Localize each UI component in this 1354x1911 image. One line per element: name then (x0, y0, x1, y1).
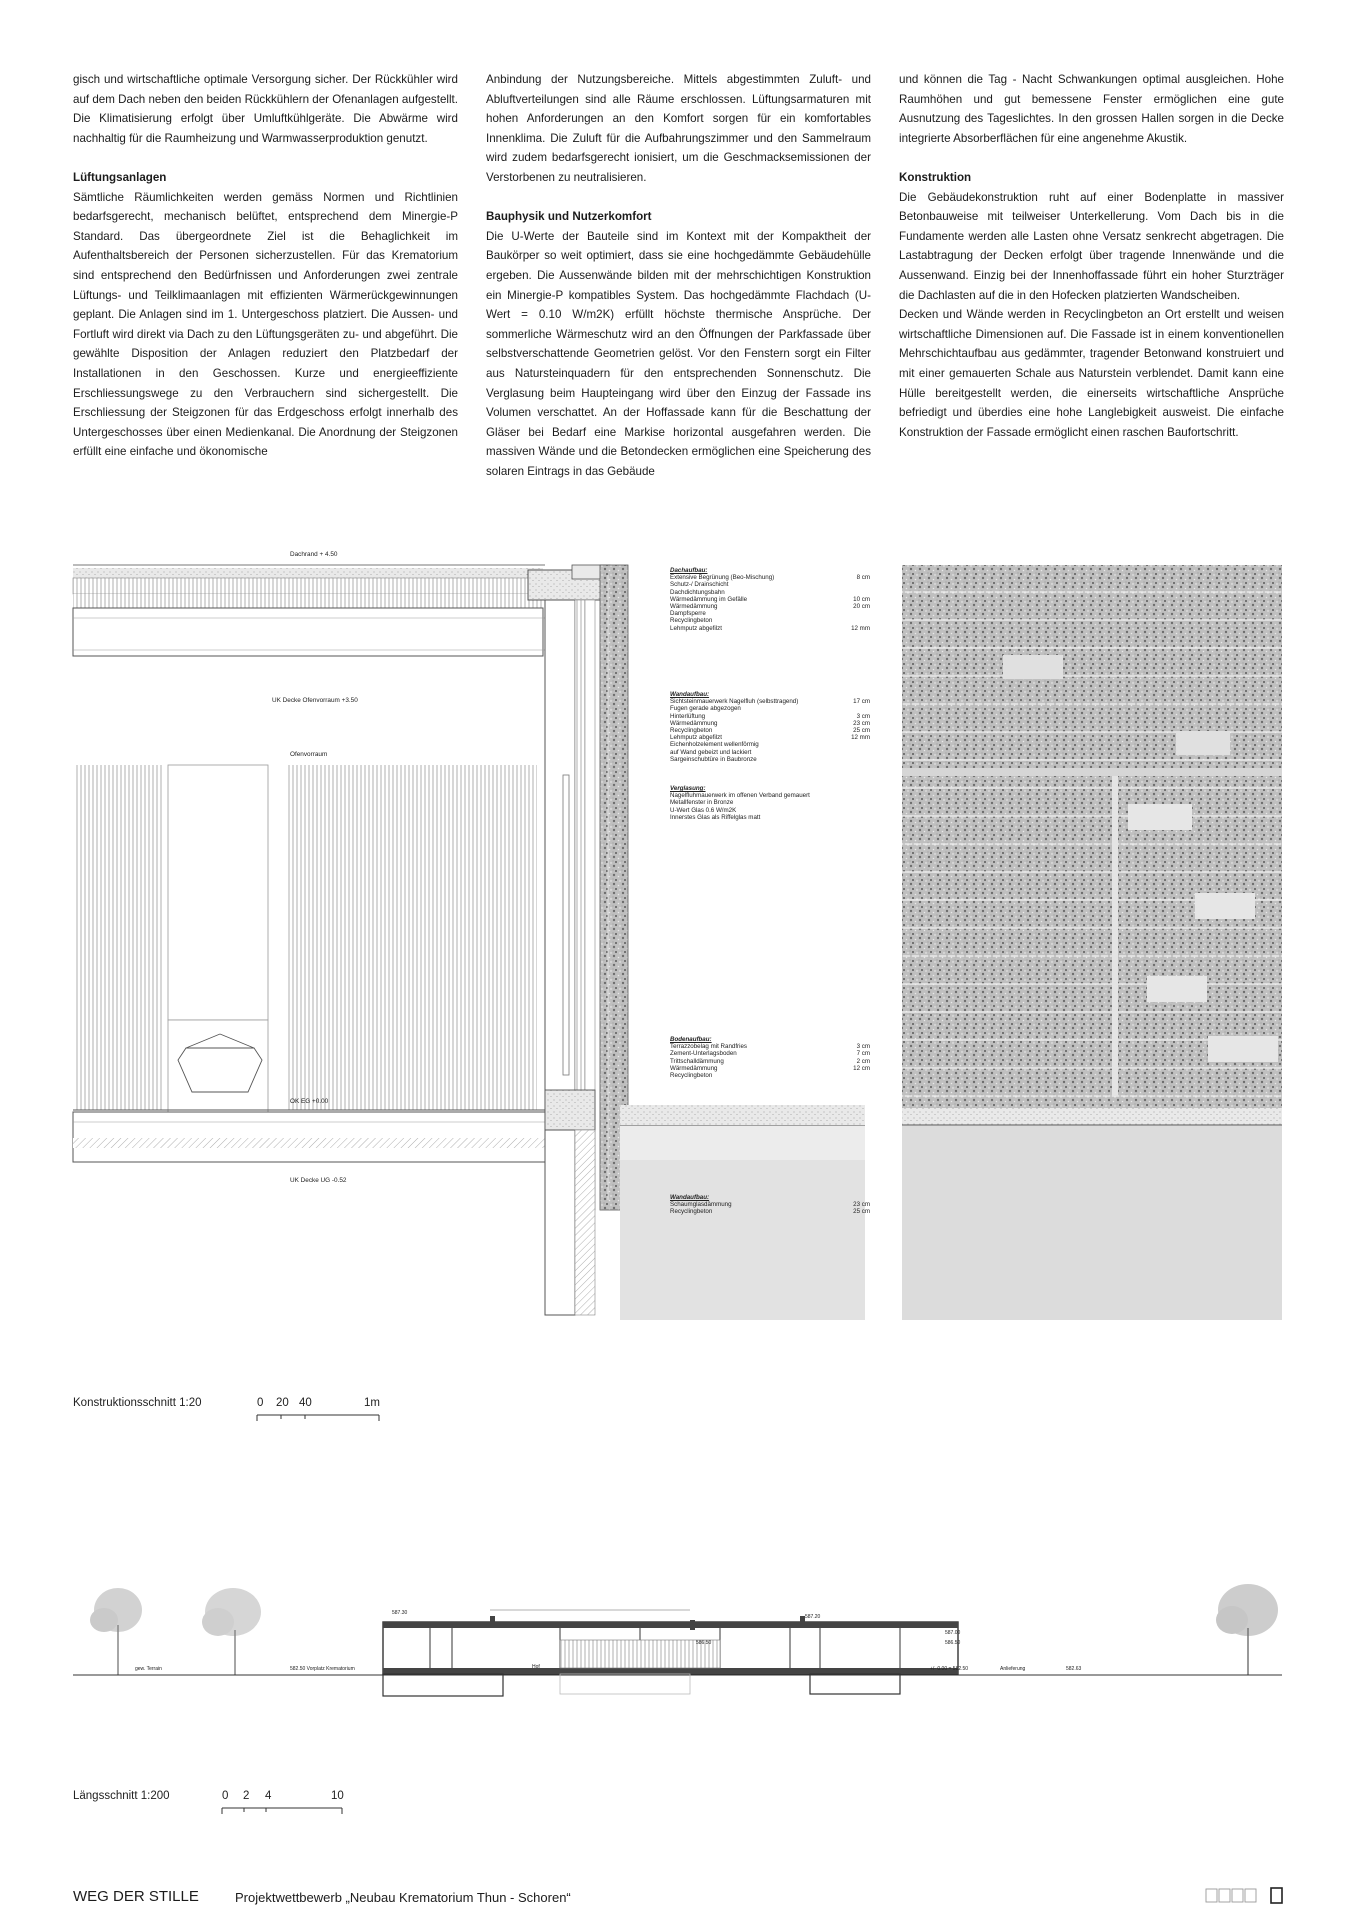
slab-edge-block (545, 1090, 595, 1130)
tree-icon (202, 1588, 261, 1675)
basement-wall (545, 1130, 575, 1315)
level-label: 582.63 (1066, 1666, 1082, 1672)
tree-icon (90, 1588, 142, 1675)
scale-tick: 40 (299, 1397, 312, 1409)
scale-tick: 10 (331, 1790, 344, 1802)
wave-wood-wall-left (75, 765, 162, 1110)
heading: Lüftungsanlagen (73, 170, 167, 184)
spec-glazing: Verglasung: Nagelfluhmauerwerk im offenen Verband gemauert Metallfenster in Bronze U-Wert Glas 0.6 W/m2K Innerstes Glas als Riffelglas matt (670, 785, 870, 821)
paragraph: Die Gebäudekonstruktion ruht auf einer Bodenplatte in massiver Betonbauweise mit teilweiser Unterkellerung. Vom Dach bis in die Fundamente werden alle Lasten ohne Versatz senkrecht abgetragen. Die Lastabtragung der Decken erfolgt über tragende Innenwände und die Aussenwand. Einzig bei der Innenhoffassade führt ein hoher Sturzträger die Dachlasten auf die in den Hofecken platzierten Wandscheiben. (899, 190, 1284, 302)
scale-bar (255, 1413, 385, 1423)
spec-basement-wall: Wandaufbau: Schaumglasdämmung 23 cm Recyclingbeton 25 cm (670, 1194, 870, 1216)
tree-icon (1216, 1584, 1278, 1675)
spec-title: Dachaufbau: (670, 567, 708, 574)
height-label: 587.30 (392, 1610, 408, 1616)
spec-wall: Wandaufbau: Sichtsteinmauerwerk Nagelfluh (selbsttragend) 17 cm Fugen gerade abgezogen Hinterlüftung 3 cm Wärmedämmung 23 cm Recyclingbeton 25 cm Lehmputz abgefilzt 12 mm Eichenholzelement wellenförmig auf Wand gebeizt und lackiert Sargeinschubtüre in Baubronze (670, 691, 870, 763)
scale-caption: Längsschnitt 1:200 (73, 1790, 170, 1802)
level-label: Dachrand + 4.50 (290, 551, 338, 558)
scale-tick: 2 (243, 1790, 250, 1802)
paragraph: Decken und Wände werden in Recyclingbeton an Ort erstellt und weisen wirtschaftliche Dimensionen auf. Die Fassade ist in einem konventionellen Mehrschichtaufbau aus gedämmter, tragender Betonwand konstruiert und mit einer gemauerten Schale aus Naturstein verblendet. Damit kann eine Hülle bereitgestellt werden, die einerseits wirtschaftliche Ansprüche befriedigt und überdies eine hohe Langlebigkeit ausweist. Die einfache Konstruktion der Fassade ermöglicht einen raschen Baufortschritt. (899, 308, 1284, 439)
roof-greening (73, 568, 543, 578)
light-stone (1128, 804, 1192, 830)
spec-title: Verglasung: (670, 785, 706, 792)
heading: Konstruktion (899, 170, 972, 184)
level-label: +/- 0.00 = 582.50 (930, 1666, 969, 1672)
paragraph: Die U-Werte der Bauteile sind im Kontext mit der Kompaktheit der Baukörper so weit optimiert, dass sie eine hochgedämmte Gebäudehülle ergeben. Die Aussenwände bilden mit der mehrschichtigen Konstruktion ein Minergie-P kompatibles System. Das hochgedämmte Flachdach (U-Wert = 0.10 W/m2K) erfüllt höchste thermische Ansprüche. Der sommerliche Wärmeschutz wird an den Öffnungen der Parkfassade über selbstverschattende Geometrien gelöst. Vor den Fenstern sorgt ein Filter aus Natursteinquadern für den entsprechenden Sonnenschutz. Die Verglasung beim Haupteingang wird über den Einzug der Fassade ins Volumen verschattet. An der Hoffassade kann für die Beschattung der Gläser bei Bedarf eine Markise horizontal ausgefahren werden. Die massiven Wände und die Betondecken ermöglichen eine Speicherung des solaren Eintrags in das Gebäude (486, 229, 871, 478)
scale-tick: 0 (257, 1397, 264, 1409)
height-label: 586.50 (945, 1640, 961, 1646)
scale-tick: 4 (265, 1790, 272, 1802)
scale-caption: Konstruktionsschnitt 1:20 (73, 1397, 202, 1409)
facade-joint (902, 768, 1282, 776)
terrain-label: gew. Terrain (135, 1666, 162, 1672)
scale-bar (220, 1806, 350, 1816)
room-label: Anlieferung (1000, 1666, 1026, 1672)
basement (383, 1674, 503, 1696)
spec-title: Bodenaufbau: (670, 1036, 712, 1043)
scale-tick: 1m (364, 1397, 380, 1409)
light-stone (1176, 731, 1230, 755)
paragraph: Sämtliche Räumlichkeiten werden gemäss Normen und Richtlinien bedarfsgerecht, mechanisch belüftet, entsprechend dem Minergie-P Standard. Das übergeordnete Ziel ist die Behaglichkeit im Aufenthaltsbereich der Personen sicherzustellen. Für das Krematorium sind entsprechend den Bedürfnissen und Anforderungen zwei zentrale Lüftungs- und Teilklimaanlagen mit effizienten Wärmerückgewinnungen geplant. Die Anlagen sind im 1. Untergeschoss platziert. Die Aussen- und Fortluft wird direkt via Dach zu den Lüftungsgeräten zu- und abgeführt. Die gewählte Disposition der Anlagen reduziert den Platzbedarf der Installationen in den Geschossen. Kurze und energieeffiziente Erschliessungswege zu den Verbrauchern sind sichergestellt. Die Erschliessung der Steigzonen für das Erdgeschoss erfolgt innerhalb des Untergeschosses über einen Medienkanal. Die Anordnung der Steigzonen erfüllt eine einfache und ökonomische (73, 190, 458, 459)
height-label: 587.20 (805, 1614, 821, 1620)
project-subtitle: Projektwettbewerb „Neubau Krematorium Thun - Schoren“ (235, 1890, 571, 1905)
heading: Bauphysik und Nutzerkomfort (486, 210, 652, 224)
spec-floor: Bodenaufbau: Terrazzobelag mit Randfries 3 cm Zement-Unterlagsboden 7 cm Trittschalldämmung 2 cm Wärmedämmung 12 cm Recyclingbeton (670, 1036, 870, 1080)
level-label: UK Decke Ofenvorraum +3.50 (272, 697, 358, 704)
light-stone (1195, 893, 1255, 919)
level-label: 582.50 Vorplatz Krematorium (290, 1666, 355, 1672)
roof-slab (73, 608, 543, 656)
scale-tick: 0 (222, 1790, 229, 1802)
floor-slab (73, 1112, 545, 1162)
scale-tick: 20 (276, 1397, 289, 1409)
coffin-cart (178, 1048, 262, 1092)
room-label: Hof (532, 1664, 540, 1670)
sheet-index-icon (1205, 1887, 1285, 1905)
spec-title: Wandaufbau: (670, 1194, 710, 1201)
paragraph: Anbindung der Nutzungsbereiche. Mittels abgestimmten Zuluft- und Abluftverteilungen sind alle Räume erschlossen. Lüftungsarmaturen mit hohen Anforderungen an den Komfort sorgen für ein komfortables Innenklima. Die Zuluft für die Aufbahrungszimmer und den Sammelraum wird zudem bedarfsgerecht ionisiert, um die Geschmacksemissionen der Verstorbenen zu neutralisieren. (486, 73, 871, 184)
height-label: 586.50 (696, 1640, 712, 1646)
room-label: Ofenvorraum (290, 751, 328, 758)
project-title: WEG DER STILLE (73, 1888, 199, 1905)
spec-roof: Dachaufbau: Extensive Begrünung (Beo-Mischung) 8 cm Schutz-/ Drainschicht Dachdichtungsbahn Wärmedämmung im Gefälle 10 cm Wärmedämmung 20 cm Dampfsperre Recyclingbeton Lehmputz abgefilzt 12 mm (670, 567, 870, 632)
paragraph: gisch und wirtschaftliche optimale Versorgung sicher. Der Rückkühler wird auf dem Dach neben den beiden Rückkühlern der Ofenanlagen aufgestellt. Die Klimatisierung erfolgt über Umluftkühlgeräte. Die Abwärme wird nachhaltig für die Raumheizung und Warmwasserproduktion genutzt. (73, 73, 458, 145)
light-stone (1147, 976, 1207, 1002)
light-stone (1003, 655, 1063, 679)
light-stone (1208, 1036, 1278, 1062)
level-label: UK Decke UG -0.52 (290, 1177, 347, 1184)
longitudinal-section-drawing (0, 1580, 1354, 1700)
paragraph: und können die Tag - Nacht Schwankungen optimal ausgleichen. Hohe Raumhöhen und gut bemessene Fenster ermöglichen eine gute Ausnutzung des Tageslichtes. In den grossen Hallen sorgen in die Decke integrierte Absorberflächen für eine angenehme Akustik. (899, 73, 1284, 145)
spec-title: Wandaufbau: (670, 691, 710, 698)
wave-wood-wall-right (287, 765, 537, 1110)
height-label: 587.00 (945, 1630, 961, 1636)
level-label: OK EG +0.00 (290, 1098, 329, 1105)
oven-door (168, 765, 268, 1020)
window-opening (1112, 776, 1118, 1096)
